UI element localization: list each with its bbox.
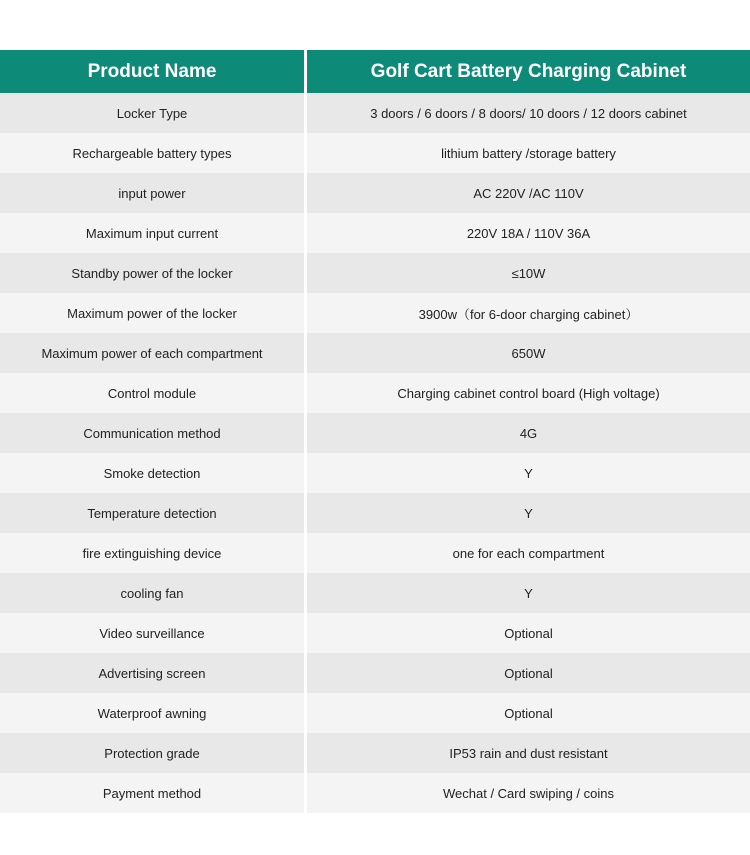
spec-label: fire extinguishing device <box>0 533 304 573</box>
spec-label: Locker Type <box>0 93 304 133</box>
header-product-title: Golf Cart Battery Charging Cabinet <box>307 50 750 93</box>
table-row <box>0 293 750 333</box>
spec-label: Communication method <box>0 413 304 453</box>
table-row <box>0 173 750 213</box>
table-row <box>0 213 750 253</box>
spec-value: 4G <box>307 413 750 453</box>
table-row <box>0 93 750 133</box>
spec-value: lithium battery /storage battery <box>307 133 750 173</box>
table-row <box>0 773 750 813</box>
spec-value: Optional <box>307 693 750 733</box>
spec-value: 650W <box>307 333 750 373</box>
spec-label: Temperature detection <box>0 493 304 533</box>
spec-value: ≤10W <box>307 253 750 293</box>
spec-label: Video surveillance <box>0 613 304 653</box>
table-row <box>0 653 750 693</box>
spec-label: input power <box>0 173 304 213</box>
spec-label: Waterproof awning <box>0 693 304 733</box>
spec-label: Rechargeable battery types <box>0 133 304 173</box>
spec-label: Payment method <box>0 773 304 813</box>
spec-value: Y <box>307 573 750 613</box>
table-row <box>0 333 750 373</box>
spec-label: Maximum power of each compartment <box>0 333 304 373</box>
table-row <box>0 453 750 493</box>
spec-value: one for each compartment <box>307 533 750 573</box>
spec-value: Y <box>307 493 750 533</box>
header-product-name: Product Name <box>0 50 304 93</box>
table-row <box>0 533 750 573</box>
table-row <box>0 493 750 533</box>
spec-value: 220V 18A / 110V 36A <box>307 213 750 253</box>
spec-label: Standby power of the locker <box>0 253 304 293</box>
spec-label: Smoke detection <box>0 453 304 493</box>
table-row <box>0 373 750 413</box>
table-header <box>0 50 750 93</box>
table-row <box>0 733 750 773</box>
spec-table <box>0 50 750 813</box>
spec-value: AC 220V /AC 110V <box>307 173 750 213</box>
table-row <box>0 253 750 293</box>
spec-label: Advertising screen <box>0 653 304 693</box>
spec-label: Maximum input current <box>0 213 304 253</box>
spec-label: Control module <box>0 373 304 413</box>
spec-value: Optional <box>307 653 750 693</box>
spec-value: 3 doors / 6 doors / 8 doors/ 10 doors / 12 doors cabinet <box>307 93 750 133</box>
spec-value: 3900w（for 6-door charging cabinet） <box>307 293 750 333</box>
table-row <box>0 413 750 453</box>
table-row <box>0 573 750 613</box>
spec-value: Y <box>307 453 750 493</box>
spec-label: Maximum power of the locker <box>0 293 304 333</box>
spec-value: Optional <box>307 613 750 653</box>
spec-value: Wechat / Card swiping / coins <box>307 773 750 813</box>
table-row <box>0 693 750 733</box>
table-body <box>0 93 750 813</box>
spec-label: cooling fan <box>0 573 304 613</box>
spec-label: Protection grade <box>0 733 304 773</box>
spec-value: IP53 rain and dust resistant <box>307 733 750 773</box>
table-row <box>0 613 750 653</box>
spec-value: Charging cabinet control board (High voltage) <box>307 373 750 413</box>
table-row <box>0 133 750 173</box>
